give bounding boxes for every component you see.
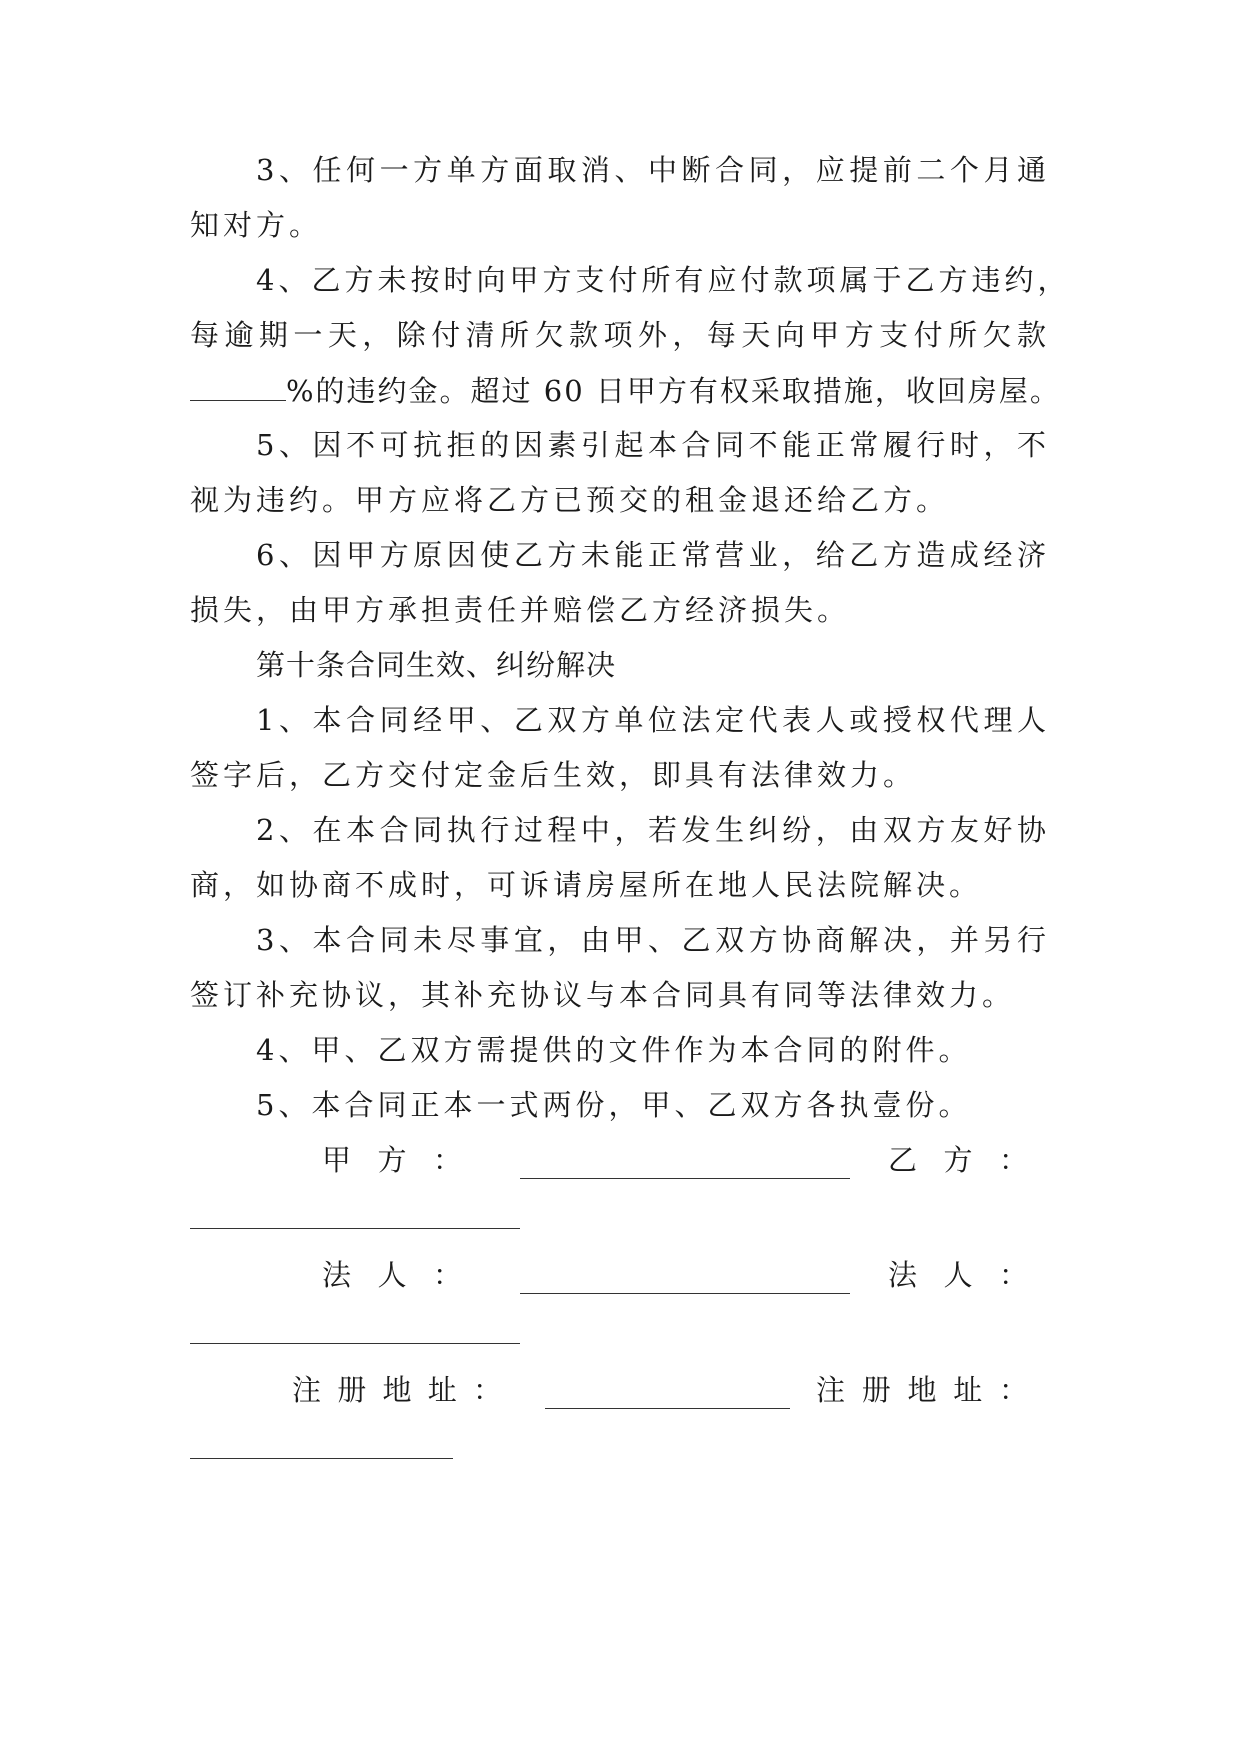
legal-a-signature-line (520, 1293, 850, 1294)
article-10-item-3-line-2: 签订补充协议，其补充协议与本合同具有同等法律效力。 (190, 978, 1016, 1012)
signature-row-legal (0, 1255, 1241, 1295)
clause-5-line-1: 5、因不可抗拒的因素引起本合同不能正常履行时，不 (256, 428, 1050, 462)
addr-a-label: 注册地址： (292, 1373, 502, 1407)
clause-4-line-3 (190, 370, 1061, 410)
party-b-label: 乙方： (888, 1143, 1028, 1177)
article-10-item-1-line-1: 1、本合同经甲、乙双方单位法定代表人或授权代理人 (256, 703, 1050, 737)
addr-b-label: 注册地址： (816, 1373, 1028, 1407)
article-10-item-5: 5、本合同正本一式两份，甲、乙双方各执壹份。 (256, 1088, 972, 1122)
legal-b-label: 法人： (888, 1258, 1028, 1292)
article-10-item-2-line-1: 2、在本合同执行过程中，若发生纠纷，由双方友好协 (256, 813, 1050, 847)
legal-b-signature-line (190, 1343, 520, 1344)
article-10-heading: 第十条合同生效、纠纷解决 (256, 648, 617, 682)
clause-6-line-1: 6、因甲方原因使乙方未能正常营业，给乙方造成经济 (256, 538, 1050, 572)
clause-4-line-1: 4、乙方未按时向甲方支付所有应付款项属于乙方违约， (256, 263, 1071, 297)
clause-5-line-2: 视为违约。甲方应将乙方已预交的租金退还给乙方。 (190, 483, 950, 517)
article-10-item-1-line-2: 签字后，乙方交付定金后生效，即具有法律效力。 (190, 758, 917, 792)
clause-6-line-2: 损失，由甲方承担责任并赔偿乙方经济损失。 (190, 593, 851, 627)
addr-a-signature-line (545, 1408, 790, 1409)
legal-a-label: 法人： (322, 1258, 462, 1292)
signature-row-party (0, 1140, 1241, 1180)
article-10-item-2-line-2: 商，如协商不成时，可诉请房屋所在地人民法院解决。 (190, 868, 983, 902)
party-a-signature-line (520, 1178, 850, 1179)
signature-row-address (0, 1370, 1241, 1410)
penalty-rate-blank (190, 370, 286, 401)
article-10-item-3-line-1: 3、本合同未尽事宜，由甲、乙双方协商解决，并另行 (256, 923, 1050, 957)
clause-4-line-3-text: %的违约金。超过 60 日甲方有权采取措施，收回房屋。 (286, 374, 1061, 408)
clause-4-line-2: 每逾期一天，除付清所欠款项外，每天向甲方支付所欠款 (190, 318, 1050, 352)
clause-3-line-1: 3、任何一方单方面取消、中断合同，应提前二个月通 (256, 153, 1050, 187)
article-10-item-4: 4、甲、乙双方需提供的文件作为本合同的附件。 (256, 1033, 972, 1067)
clause-3-line-2: 知对方。 (190, 208, 323, 242)
party-a-label: 甲方： (322, 1143, 462, 1177)
party-b-signature-line (190, 1228, 520, 1229)
addr-b-signature-line (190, 1458, 453, 1459)
